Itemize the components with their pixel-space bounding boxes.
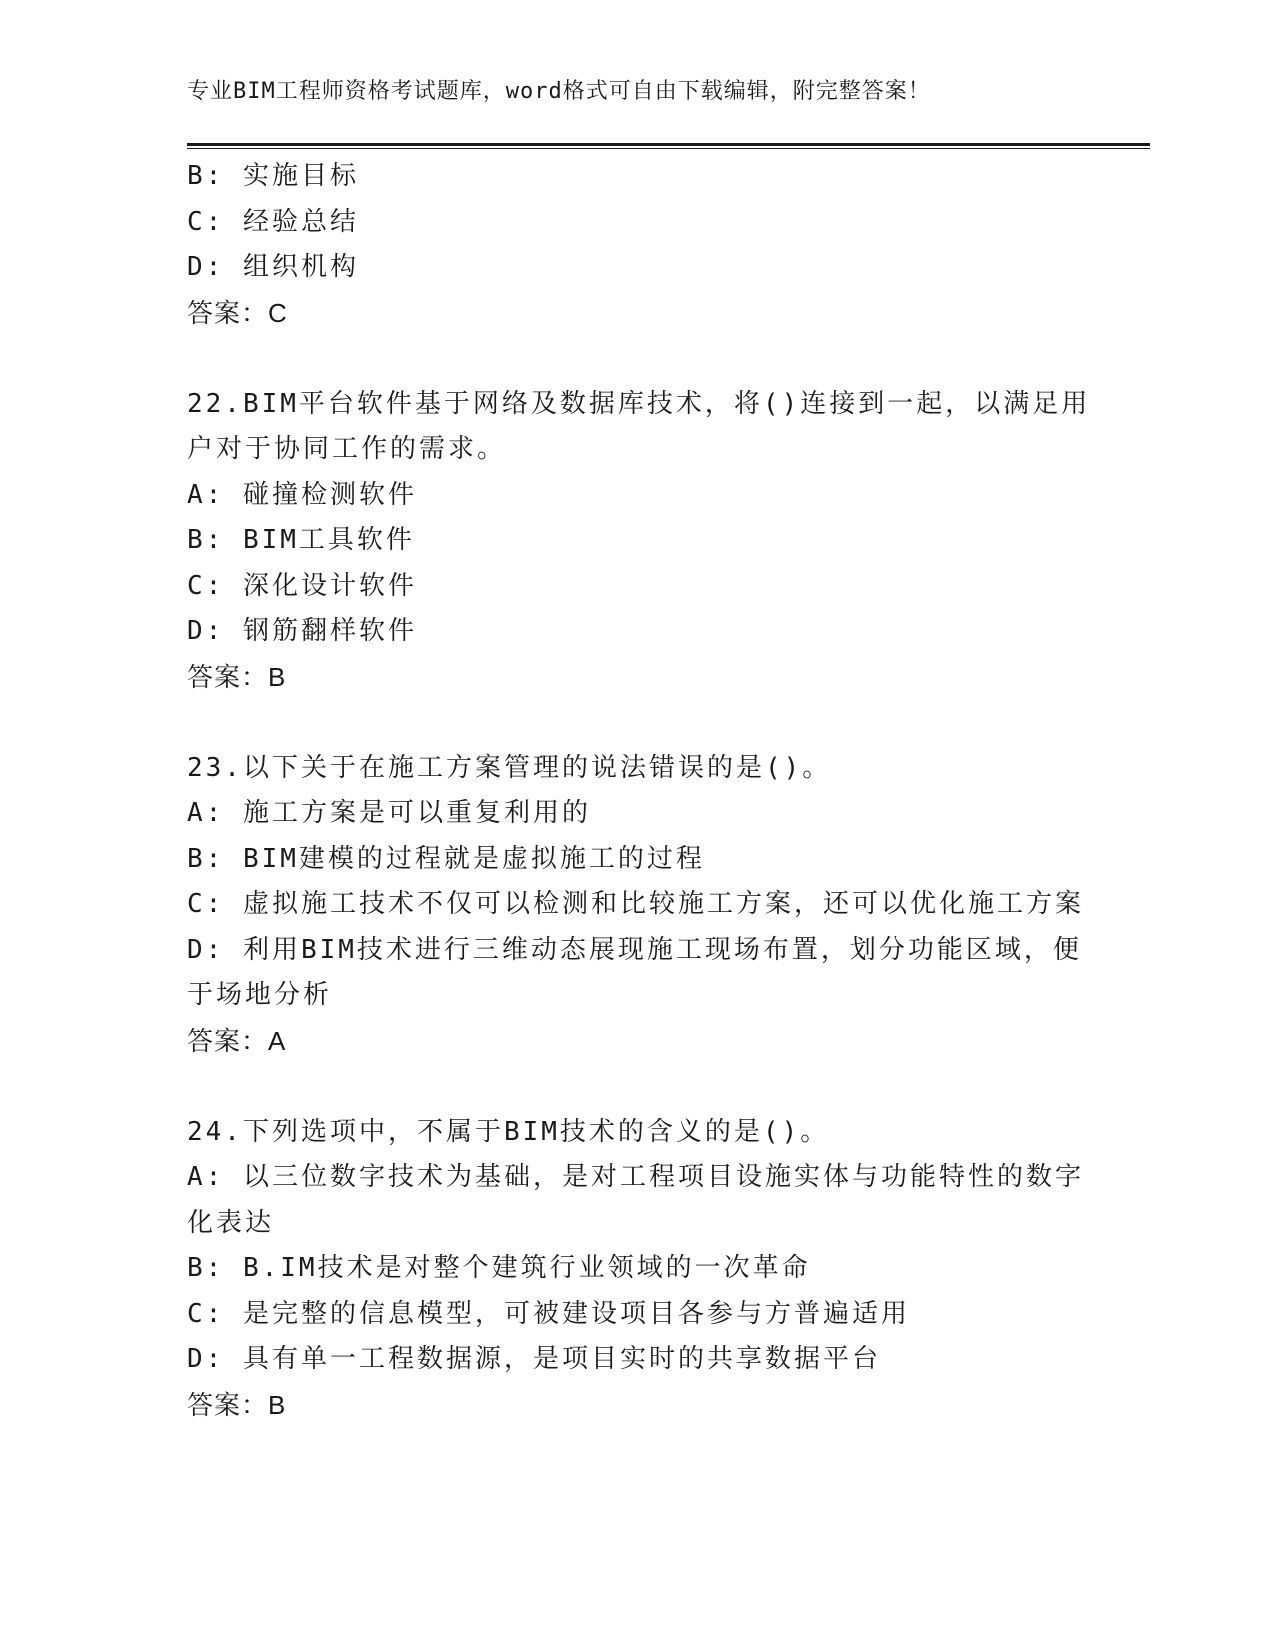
- option-c: C: 经验总结: [187, 206, 359, 237]
- option-b: B: B.IM技术是对整个建筑行业领域的一次革命: [187, 1253, 811, 1283]
- question-22: [187, 382, 1091, 701]
- option-c: C: 是完整的信息模型，可被建设项目各参与方普遍适用: [187, 1298, 910, 1329]
- prev-question-options: [187, 154, 1067, 291]
- question-content: [187, 154, 1091, 1428]
- answer-23: 答案：A: [187, 1025, 287, 1056]
- question-stem: 户对于协同工作的需求。: [187, 434, 507, 464]
- option-d: D: 组织机构: [187, 252, 359, 282]
- option-d-continued: 于场地分析: [187, 980, 333, 1010]
- option-c: C: 虚拟施工技术不仅可以检测和比较施工方案，还可以优化施工方案: [187, 889, 1084, 919]
- header-divider: [187, 143, 1150, 149]
- page-header: 专业BIM工程师资格考试题库，word格式可自由下载编辑，附完整答案！: [187, 79, 931, 104]
- option-b: B: BIM工具软件: [187, 525, 415, 555]
- option-d: D: 具有单一工程数据源，是项目实时的共享数据平台: [187, 1344, 881, 1374]
- question-24: [187, 1110, 1084, 1429]
- option-a-continued: 化表达: [187, 1207, 275, 1238]
- option-d: D: 钢筋翻样软件: [187, 616, 417, 646]
- option-a: A: 施工方案是可以重复利用的: [187, 798, 591, 828]
- option-b: B: 实施目标: [187, 161, 359, 191]
- option-a: A: 碰撞检测软件: [187, 479, 417, 510]
- option-d: D: 利用BIM技术进行三维动态展现施工现场布置，划分功能区域，便: [187, 934, 1082, 965]
- answer-prev: 答案：C: [187, 297, 288, 328]
- option-a: A: 以三位数字技术为基础，是对工程项目设施实体与功能特性的数字: [187, 1162, 1084, 1192]
- question-stem: 22.BIM平台软件基于网络及数据库技术，将()连接到一起，以满足用: [187, 388, 1091, 419]
- answer-22: 答案：B: [187, 661, 287, 692]
- question-23: [187, 746, 1084, 1065]
- option-b: B: BIM建模的过程就是虚拟施工的过程: [187, 843, 705, 874]
- question-stem: 23.以下关于在施工方案管理的说法错误的是()。: [187, 752, 832, 783]
- question-stem: 24.下列选项中，不属于BIM技术的含义的是()。: [187, 1116, 830, 1147]
- answer-24: 答案：B: [187, 1389, 287, 1420]
- option-c: C: 深化设计软件: [187, 570, 417, 601]
